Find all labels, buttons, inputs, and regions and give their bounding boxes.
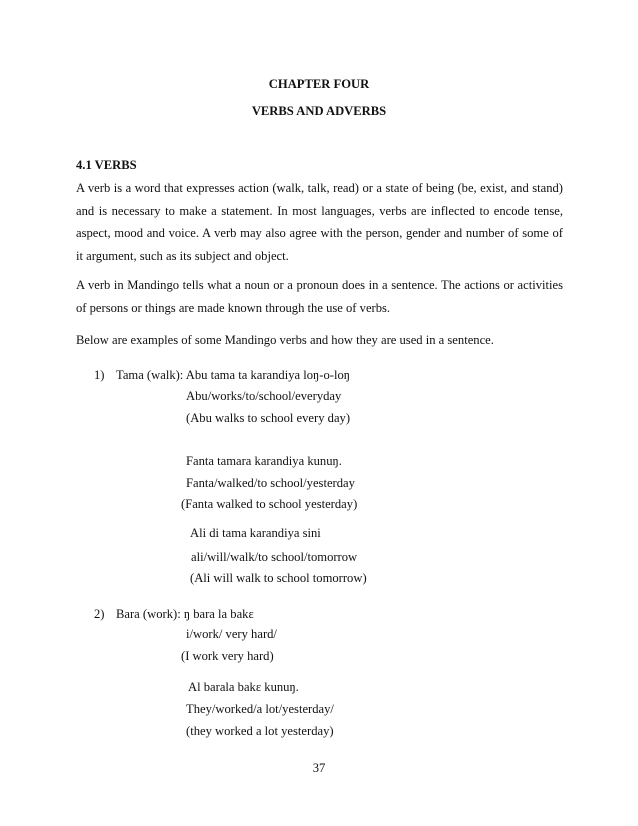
example-line: Al barala bakɛ kunuŋ. xyxy=(188,680,299,694)
example-line: (they worked a lot yesterday) xyxy=(186,724,334,738)
chapter-title: CHAPTER FOUR xyxy=(268,77,370,91)
example-line: Ali di tama karandiya sini xyxy=(190,526,321,540)
example-line: (Fanta walked to school yesterday) xyxy=(181,497,358,511)
example-line: Fanta/walked/to school/yesterday xyxy=(186,476,355,490)
example-lead: Tama (walk): Abu tama ta karandiya loŋ-o-loŋ xyxy=(116,368,350,382)
example-line: Fanta tamara karandiya kunuŋ. xyxy=(186,454,342,468)
example-line: They/worked/a lot/yesterday/ xyxy=(186,702,334,716)
paragraph-mandingo-verbs: A verb in Mandingo tells what a noun or a pronoun does in a sentence. The actions or activities of persons or things are made known through the use of verbs. xyxy=(76,278,563,315)
example-lead: Bara (work): ŋ bara la bakɛ xyxy=(116,607,254,621)
example-line: ali/will/walk/to school/tomorrow xyxy=(191,550,358,564)
paragraph-verb-definition: A verb is a word that expresses action (walk, talk, read) or a state of being (be, exist, and stand) and is necessary to make a statement. In most languages, verbs are inflected to encode tense, aspect, mood and voice. A verb may also agree with the person, gender and number of some of it argument, such as its subject and object. xyxy=(76,181,563,263)
example-number: 2) xyxy=(94,607,105,621)
paragraph-examples-intro: Below are examples of some Mandingo verbs and how they are used in a sentence. xyxy=(76,333,494,347)
page-number: 37 xyxy=(312,761,326,775)
section-heading: 4.1 VERBS xyxy=(76,158,137,172)
example-line: (Abu walks to school every day) xyxy=(186,411,351,425)
example-line: Abu/works/to/school/everyday xyxy=(186,389,342,403)
example-number: 1) xyxy=(94,368,105,382)
example-line: i/work/ very hard/ xyxy=(186,627,277,641)
example-line: (I work very hard) xyxy=(181,649,274,663)
chapter-subtitle: VERBS AND ADVERBS xyxy=(251,104,387,118)
example-line: (Ali will walk to school tomorrow) xyxy=(190,571,367,585)
